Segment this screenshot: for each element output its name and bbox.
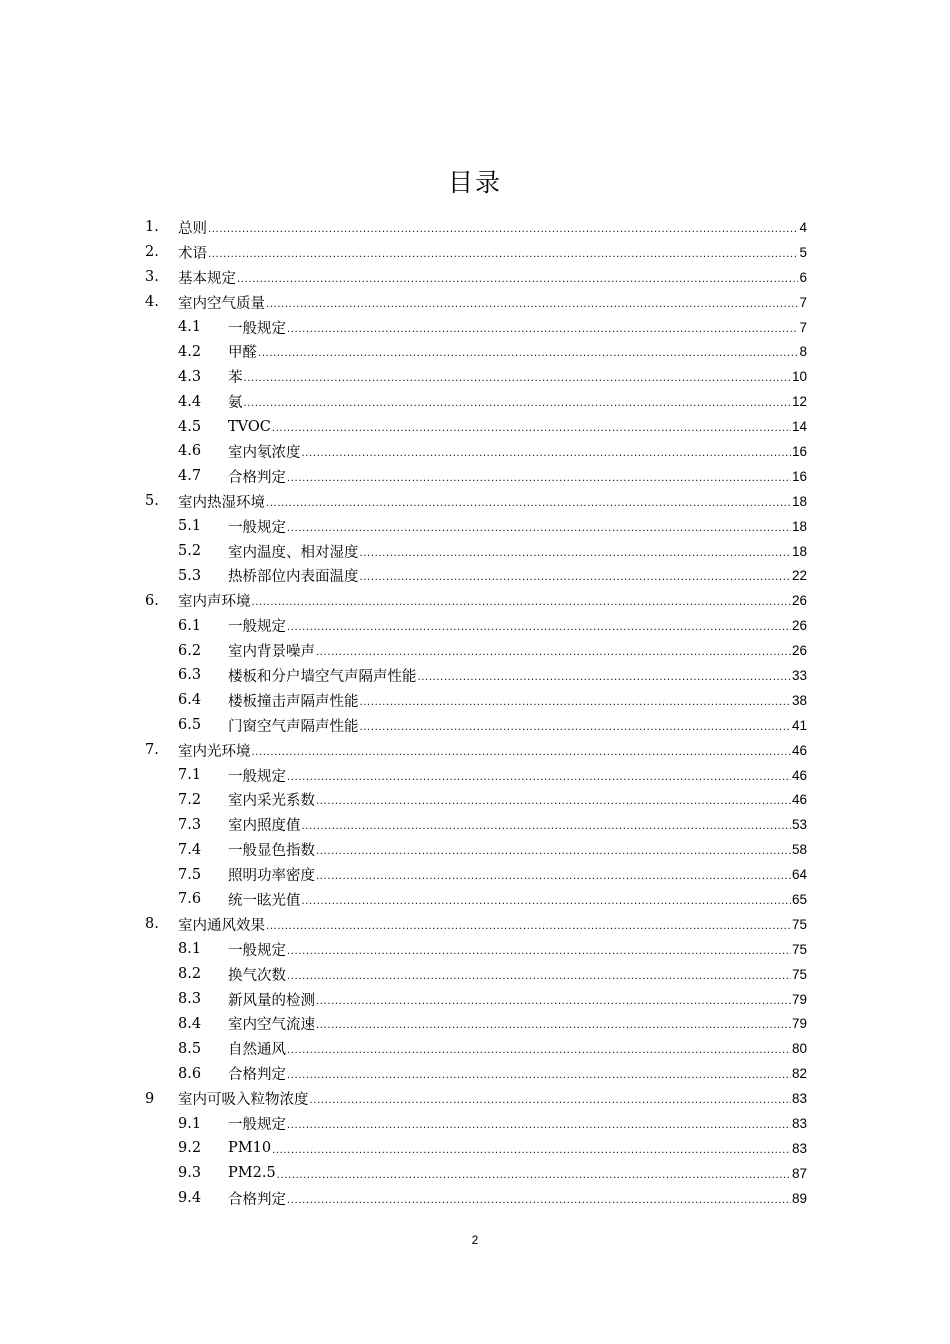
- toc-dot-leader: [252, 743, 791, 758]
- toc-entry-label: TVOC: [228, 418, 271, 435]
- toc-entry-number: 4.4: [178, 393, 202, 410]
- toc-dot-leader: [316, 842, 791, 857]
- toc-entry-number: 6.1: [178, 617, 202, 634]
- toc-dot-leader: [418, 668, 791, 683]
- toc-section-entry[interactable]: [145, 563, 807, 588]
- toc-entry-number: 8.2: [178, 966, 202, 983]
- toc-dot-leader: [266, 494, 791, 509]
- toc-entry-page: 46: [791, 742, 807, 758]
- toc-entry-page: 89: [791, 1190, 807, 1206]
- toc-entry-page: 80: [791, 1041, 807, 1057]
- toc-entry-page: 12: [791, 394, 807, 410]
- toc-entry-label: 热桥部位内表面温度: [228, 569, 359, 586]
- toc-dot-leader: [287, 1191, 791, 1206]
- toc-entry-page: 16: [791, 468, 807, 484]
- toc-entry-number: 5.2: [178, 543, 202, 560]
- toc-section-entry[interactable]: [145, 464, 807, 489]
- toc-entry-label: 室内声环境: [178, 594, 251, 611]
- toc-section-entry[interactable]: [145, 364, 807, 389]
- toc-entry-label: 术语: [178, 245, 207, 262]
- toc-chapter-entry[interactable]: [145, 489, 807, 514]
- toc-dot-leader: [266, 917, 791, 932]
- toc-entry-page: 7: [799, 294, 807, 310]
- toc-entry-label: 照明功率密度: [228, 868, 315, 885]
- toc-section-entry[interactable]: [145, 414, 807, 439]
- toc-chapter-entry[interactable]: [145, 215, 807, 240]
- toc-section-entry[interactable]: [145, 1111, 807, 1136]
- toc-entry-label: 一般规定: [228, 942, 286, 959]
- toc-dot-leader: [316, 1016, 791, 1031]
- toc-entry-label: 室内热湿环境: [178, 494, 265, 511]
- toc-section-entry[interactable]: [145, 1186, 807, 1211]
- toc-entry-page: 18: [791, 518, 807, 534]
- toc-entry-page: 33: [791, 667, 807, 683]
- toc-entry-number: 3.: [145, 269, 159, 286]
- toc-entry-number: 4.6: [178, 443, 202, 460]
- toc-dot-leader: [302, 892, 791, 907]
- toc-section-entry[interactable]: [145, 539, 807, 564]
- toc-dot-leader: [237, 270, 798, 285]
- toc-section-entry[interactable]: [145, 315, 807, 340]
- toc-entry-label: 室内光环境: [178, 743, 251, 760]
- toc-entry-number: 9.2: [178, 1140, 202, 1157]
- toc-section-entry[interactable]: [145, 987, 807, 1012]
- toc-entry-label: 基本规定: [178, 270, 236, 287]
- toc-section-entry[interactable]: [145, 688, 807, 713]
- toc-section-entry[interactable]: [145, 812, 807, 837]
- toc-entry-page: 18: [791, 493, 807, 509]
- toc-entry-number: 7.1: [178, 767, 202, 784]
- toc-chapter-entry[interactable]: [145, 738, 807, 763]
- toc-entry-page: 83: [791, 1140, 807, 1156]
- toc-entry-label: 一般规定: [228, 619, 286, 636]
- toc-entry-number: 8.: [145, 916, 159, 933]
- toc-dot-leader: [360, 568, 791, 583]
- toc-entry-label: 室内空气质量: [178, 295, 265, 312]
- toc-section-entry[interactable]: [145, 1036, 807, 1061]
- toc-dot-leader: [360, 718, 791, 733]
- toc-dot-leader: [252, 593, 791, 608]
- toc-section-entry[interactable]: [145, 787, 807, 812]
- toc-section-entry[interactable]: [145, 663, 807, 688]
- toc-section-entry[interactable]: [145, 638, 807, 663]
- toc-entry-label: 合格判定: [228, 1191, 286, 1208]
- toc-entry-page: 38: [791, 692, 807, 708]
- toc-entry-number: 5.3: [178, 567, 202, 584]
- toc-dot-leader: [287, 942, 791, 957]
- toc-section-entry[interactable]: [145, 613, 807, 638]
- toc-entry-page: 64: [791, 867, 807, 883]
- toc-entry-page: 53: [791, 817, 807, 833]
- toc-entry-page: 75: [791, 916, 807, 932]
- toc-entry-number: 4.2: [178, 343, 202, 360]
- toc-entry-page: 18: [791, 543, 807, 559]
- toc-entry-label: 室内通风效果: [178, 917, 265, 934]
- toc-section-entry[interactable]: [145, 439, 807, 464]
- toc-entry-label: 总则: [178, 220, 207, 237]
- toc-entry-label: 室内氡浓度: [228, 444, 301, 461]
- toc-entry-number: 7.: [145, 742, 159, 759]
- toc-entry-label: 室内空气流速: [228, 1017, 315, 1034]
- toc-dot-leader: [360, 544, 791, 559]
- toc-entry-number: 7.4: [178, 841, 202, 858]
- toc-entry-label: 合格判定: [228, 469, 286, 486]
- toc-entry-label: 统一眩光值: [228, 892, 301, 909]
- toc-entry-number: 5.1: [178, 518, 202, 535]
- toc-entry-number: 8.3: [178, 991, 202, 1008]
- table-of-contents: [145, 215, 807, 1211]
- toc-dot-leader: [287, 618, 791, 633]
- toc-entry-label: PM2.5: [228, 1165, 276, 1182]
- toc-entry-label: 换气次数: [228, 967, 286, 984]
- toc-dot-leader: [277, 1166, 791, 1181]
- toc-dot-leader: [208, 245, 798, 260]
- toc-chapter-entry[interactable]: [145, 1086, 807, 1111]
- toc-entry-label: PM10: [228, 1140, 272, 1157]
- toc-entry-label: 一般规定: [228, 320, 286, 337]
- toc-entry-page: 83: [791, 1091, 807, 1107]
- toc-entry-number: 8.5: [178, 1040, 202, 1057]
- toc-entry-page: 6: [799, 269, 807, 285]
- toc-section-entry[interactable]: [145, 1161, 807, 1186]
- toc-entry-page: 75: [791, 966, 807, 982]
- toc-chapter-entry[interactable]: [145, 290, 807, 315]
- toc-entry-number: 6.4: [178, 692, 202, 709]
- toc-entry-page: 75: [791, 941, 807, 957]
- toc-entry-number: 6.: [145, 592, 159, 609]
- toc-entry-number: 8.4: [178, 1015, 202, 1032]
- toc-entry-number: 7.2: [178, 791, 202, 808]
- toc-entry-number: 5.: [145, 493, 159, 510]
- toc-entry-page: 22: [791, 568, 807, 584]
- toc-entry-label: 室内可吸入粒物浓度: [178, 1092, 309, 1109]
- toc-entry-page: 26: [791, 643, 807, 659]
- toc-entry-label: 楼板和分户墙空气声隔声性能: [228, 668, 417, 685]
- toc-entry-number: 4.: [145, 294, 159, 311]
- toc-section-entry[interactable]: [145, 837, 807, 862]
- toc-entry-number: 6.5: [178, 717, 202, 734]
- toc-dot-leader: [244, 394, 791, 409]
- page-number: 2: [471, 1233, 479, 1247]
- toc-section-entry[interactable]: [145, 1136, 807, 1161]
- toc-entry-page: 79: [791, 991, 807, 1007]
- toc-entry-number: 6.2: [178, 642, 202, 659]
- toc-entry-number: 6.3: [178, 667, 202, 684]
- toc-dot-leader: [302, 817, 791, 832]
- toc-entry-page: 87: [791, 1165, 807, 1181]
- toc-entry-number: 4.3: [178, 368, 202, 385]
- toc-section-entry[interactable]: [145, 763, 807, 788]
- toc-entry-label: 一般规定: [228, 519, 286, 536]
- toc-entry-number: 4.5: [178, 418, 202, 435]
- toc-chapter-entry[interactable]: [145, 588, 807, 613]
- toc-section-entry[interactable]: [145, 937, 807, 962]
- toc-entry-label: 门窗空气声隔声性能: [228, 718, 359, 735]
- toc-dot-leader: [208, 220, 798, 235]
- toc-entry-page: 41: [791, 717, 807, 733]
- toc-entry-number: 7.5: [178, 866, 202, 883]
- toc-entry-page: 7: [799, 319, 807, 335]
- toc-entry-label: 室内背景噪声: [228, 644, 315, 661]
- toc-entry-page: 82: [791, 1066, 807, 1082]
- toc-entry-page: 83: [791, 1116, 807, 1131]
- toc-entry-number: 9.3: [178, 1165, 202, 1182]
- toc-section-entry[interactable]: [145, 339, 807, 364]
- toc-dot-leader: [287, 1066, 791, 1081]
- toc-entry-page: 26: [791, 593, 807, 609]
- toc-section-entry[interactable]: [145, 389, 807, 414]
- toc-entry-label: 一般规定: [228, 1117, 286, 1133]
- toc-dot-leader: [316, 867, 791, 882]
- toc-entry-page: 65: [791, 891, 807, 907]
- toc-section-entry[interactable]: [145, 862, 807, 887]
- toc-entry-number: 1.: [145, 219, 159, 236]
- toc-chapter-entry[interactable]: [145, 912, 807, 937]
- toc-entry-label: 新风量的检测: [228, 992, 315, 1009]
- toc-dot-leader: [316, 792, 791, 807]
- toc-entry-label: 自然通风: [228, 1042, 286, 1059]
- toc-entry-label: 合格判定: [228, 1067, 286, 1084]
- toc-entry-page: 46: [791, 792, 807, 808]
- toc-dot-leader: [272, 419, 791, 434]
- toc-section-entry[interactable]: [145, 1061, 807, 1086]
- toc-entry-page: 46: [791, 767, 807, 783]
- toc-entry-number: 8.1: [178, 941, 202, 958]
- toc-entry-page: 8: [799, 344, 807, 360]
- toc-entry-label: 室内照度值: [228, 818, 301, 835]
- toc-section-entry[interactable]: [145, 713, 807, 738]
- toc-dot-leader: [360, 693, 791, 708]
- toc-dot-leader: [302, 444, 791, 459]
- toc-dot-leader: [272, 1141, 791, 1156]
- toc-entry-label: 甲醛: [228, 345, 257, 362]
- toc-entry-label: 楼板撞击声隔声性能: [228, 693, 359, 710]
- toc-dot-leader: [287, 967, 791, 982]
- toc-entry-number: 9.1: [178, 1115, 202, 1132]
- toc-dot-leader: [287, 1116, 791, 1131]
- toc-entry-label: 一般显色指数: [228, 843, 315, 860]
- toc-dot-leader: [287, 519, 791, 534]
- toc-section-entry[interactable]: [145, 514, 807, 539]
- toc-dot-leader: [266, 295, 798, 310]
- toc-entry-page: 5: [799, 244, 807, 260]
- toc-entry-label: 一般规定: [228, 768, 286, 785]
- toc-entry-label: 室内采光系数: [228, 793, 315, 810]
- toc-chapter-entry[interactable]: [145, 240, 807, 265]
- toc-dot-leader: [287, 320, 798, 335]
- toc-entry-page: 79: [791, 1016, 807, 1032]
- toc-entry-page: 14: [791, 419, 807, 435]
- toc-entry-number: 7.6: [178, 891, 202, 908]
- toc-entry-label: 氨: [228, 395, 243, 412]
- toc-section-entry[interactable]: [145, 962, 807, 987]
- toc-entry-number: 8.6: [178, 1065, 202, 1082]
- toc-entry-page: 58: [791, 842, 807, 858]
- toc-entry-label: 室内温度、相对湿度: [228, 544, 359, 561]
- toc-entry-label: 苯: [228, 370, 243, 387]
- toc-entry-page: 16: [791, 443, 807, 459]
- toc-chapter-entry[interactable]: [145, 265, 807, 290]
- toc-dot-leader: [287, 768, 791, 783]
- toc-section-entry[interactable]: [145, 887, 807, 912]
- toc-dot-leader: [316, 992, 791, 1007]
- toc-entry-page: 4: [799, 219, 807, 235]
- toc-entry-number: 2.: [145, 244, 159, 261]
- toc-dot-leader: [244, 369, 791, 384]
- toc-entry-page: 10: [791, 369, 807, 385]
- toc-entry-number: 9: [145, 1090, 155, 1107]
- toc-dot-leader: [287, 469, 791, 484]
- toc-dot-leader: [316, 643, 791, 658]
- toc-title: 目录: [447, 168, 502, 197]
- toc-entry-page: 26: [791, 618, 807, 634]
- toc-entry-number: 9.4: [178, 1190, 202, 1207]
- toc-entry-number: 4.7: [178, 468, 202, 485]
- toc-entry-number: 4.1: [178, 319, 202, 335]
- toc-dot-leader: [258, 344, 798, 359]
- toc-section-entry[interactable]: [145, 1012, 807, 1037]
- toc-dot-leader: [287, 1041, 791, 1056]
- toc-entry-number: 7.3: [178, 816, 202, 833]
- toc-dot-leader: [310, 1091, 791, 1106]
